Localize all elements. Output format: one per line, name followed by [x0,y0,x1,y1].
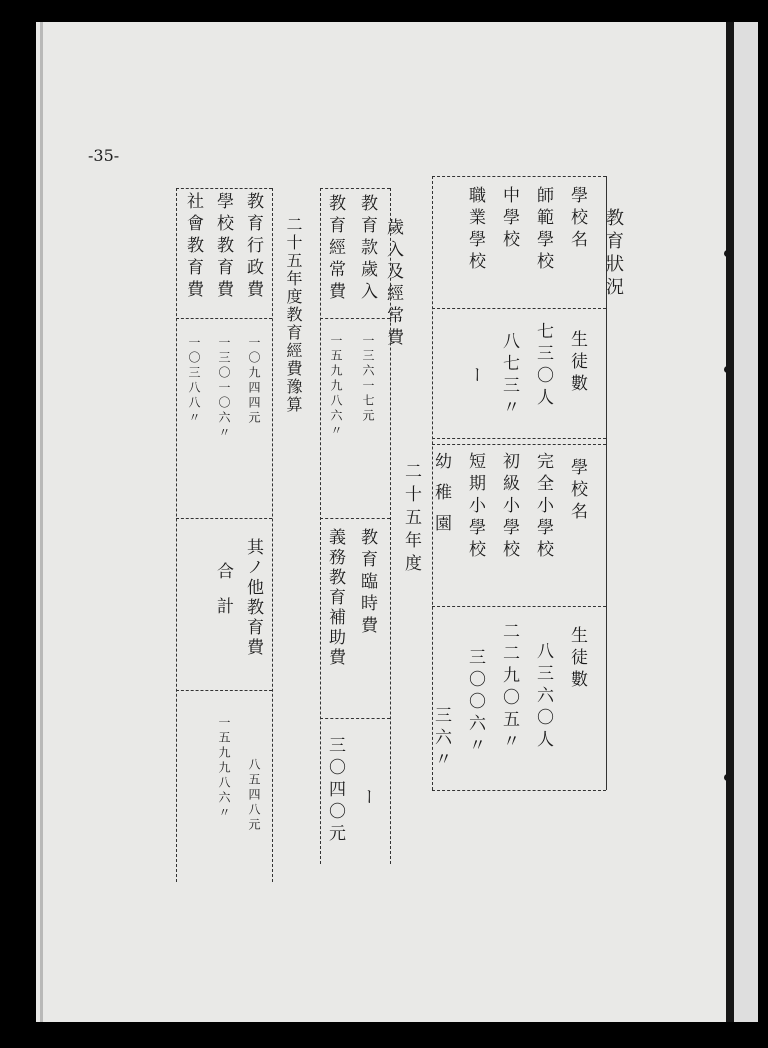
revenue-value: 一三六一七元 [361,334,375,424]
school-name: 初級小學校 [499,452,519,562]
revenue-label: 教育款歲入 [357,194,377,304]
header-student-count: 生徒數 [567,626,587,692]
table-border-bottom [432,790,606,791]
student-count: 七三〇人 [533,322,553,410]
school-name: 完全小學校 [533,452,553,562]
table-border-right [606,176,607,790]
budget-value: 一三〇一〇六〃 [217,336,231,441]
table-border-top [432,176,606,177]
scanned-page [36,22,758,1022]
revenue-value: ー [357,788,377,810]
student-count: ー [465,366,485,388]
budget-label: 其ノ他教育費 [243,538,263,658]
revenue-table-top [320,188,390,189]
revenue-year: 二十五年度 [401,462,421,577]
spine-hole [724,774,731,781]
header-student-count: 生徒數 [567,330,587,396]
spine-hole [724,250,731,257]
revenue-label: 教育臨時費 [357,528,377,638]
budget-value: 一五九九八六〃 [217,716,231,821]
school-name: 師範學校 [533,186,553,274]
school-name: 職業學校 [465,186,485,274]
table-divider [432,606,606,607]
student-count: 八三六〇人 [533,642,553,752]
budget-label: 合計 [213,562,233,632]
revenue-value: 一五九九八六〃 [329,334,343,439]
budget-label: 社會教育費 [183,192,203,302]
next-page-edge [734,22,758,1022]
revenue-table-left [320,188,321,864]
school-name: 短期小學校 [465,452,485,562]
header-school-name: 學校名 [567,186,587,252]
budget-table-right [272,188,273,882]
budget-divider [176,690,272,691]
header-school-name: 學校名 [567,458,587,524]
revenue-title: 歲入及經常費 [383,218,403,350]
left-binding-edge [40,22,43,1022]
budget-value: 一〇三八八〃 [187,336,201,426]
section-title: 教育狀況 [603,208,624,300]
budget-title: 二十五年度教育經費豫算 [284,216,303,414]
budget-value: 一〇九四四元 [247,336,261,426]
revenue-table-right [390,188,391,864]
budget-table-left [176,188,177,882]
school-name: 中學校 [499,186,519,252]
revenue-divider [320,318,390,319]
table-divider [432,438,606,439]
table-divider [432,444,606,445]
page-number: -35- [88,146,120,165]
revenue-value: 三〇四〇元 [325,736,345,846]
budget-divider [176,318,272,319]
student-count: 八七三〃 [499,332,519,420]
student-count: 三〇〇六〃 [465,648,485,758]
budget-table-top [176,188,272,189]
budget-label: 教育行政費 [243,192,263,302]
student-count: 三六〃 [431,706,451,772]
revenue-divider [320,718,390,719]
book-spine [726,22,734,1022]
student-count: 二二九〇五〃 [499,622,519,754]
school-name: 幼稚園 [431,452,451,545]
revenue-label: 義務教育補助費 [325,528,345,668]
budget-label: 學校教育費 [213,192,233,302]
spine-hole [724,366,731,373]
revenue-label: 教育經常費 [325,194,345,304]
budget-value: 八五四八元 [247,758,261,833]
table-divider [432,308,606,309]
revenue-divider [320,518,390,519]
budget-divider [176,518,272,519]
